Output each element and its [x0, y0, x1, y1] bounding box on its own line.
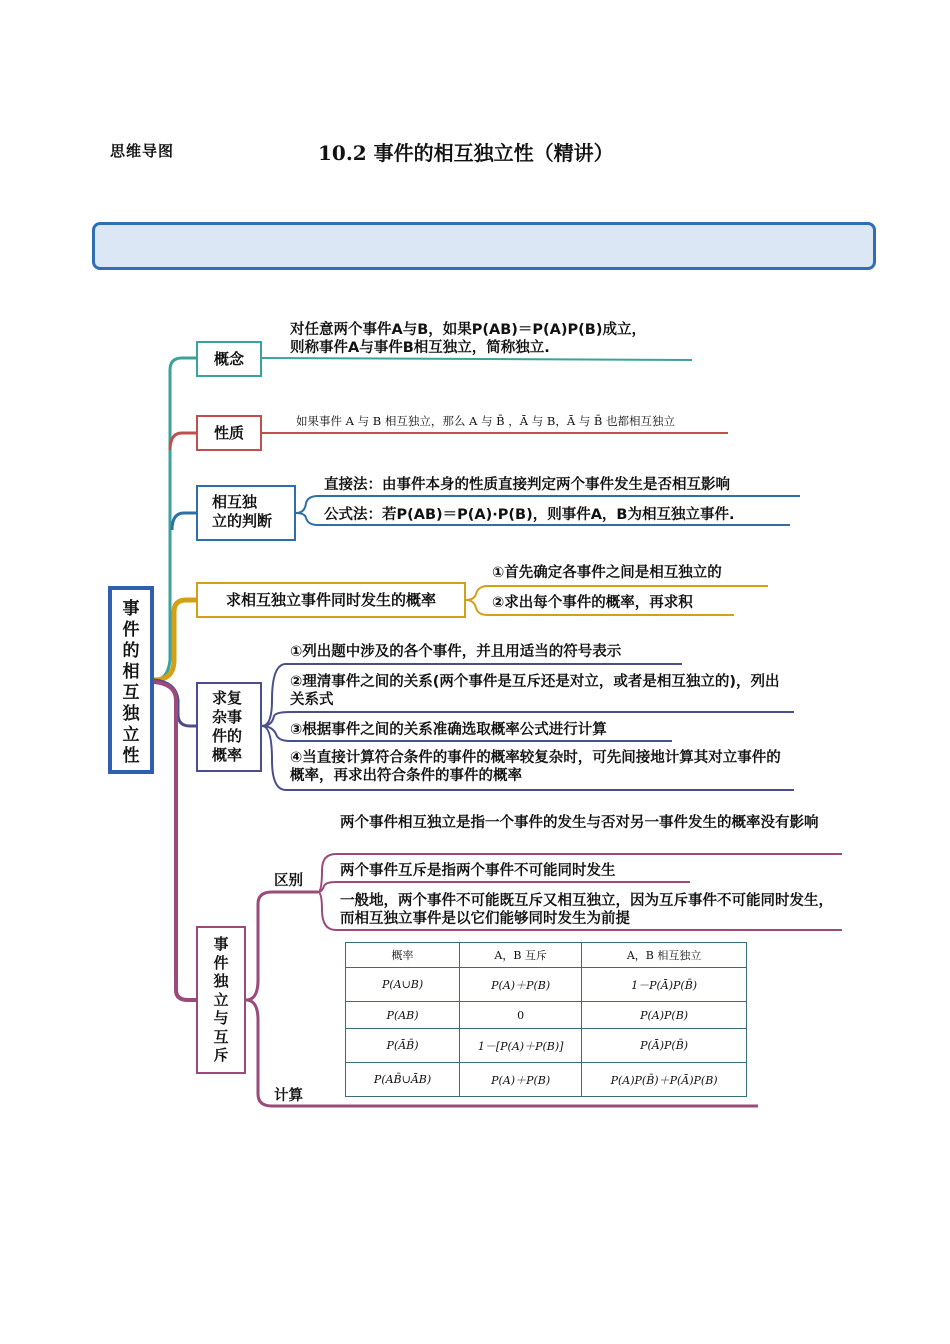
probability-table [345, 942, 747, 1097]
page-title: 10.2 事件的相互独立性（精讲） [318, 141, 614, 165]
node-concept-label: 概念 [213, 350, 244, 368]
node-vs-char: 与 [213, 1009, 229, 1027]
node-simultaneous [196, 582, 466, 618]
concept-text-1: 对任意两个事件A与B，如果P(AB)＝P(A)P(B)成立， [290, 322, 646, 338]
table-cell: P(A∪B) [346, 968, 460, 1002]
table-cell: P(A)＋P(B) [460, 1063, 582, 1097]
difference-2: 两个事件互斥是指两个事件不可能同时发生 [340, 863, 616, 879]
complex-step-1: ①列出题中涉及的各个事件，并且用适当的符号表示 [290, 644, 622, 660]
judge-direct: 直接法：由事件本身的性质直接判定两个事件发生是否相互影响 [324, 477, 730, 493]
difference-1: 两个事件相互独立是指一个事件的发生与否对另一事件发生的概率没有影响 [340, 815, 819, 831]
judge-formula: 公式法：若P(AB)＝P(A)·P(B)，则事件A，B为相互独立事件. [324, 507, 735, 523]
table-cell: P(AB) [346, 1002, 460, 1029]
simul-step-2: ②求出每个事件的概率，再求积 [492, 595, 693, 611]
calc-label: 计算 [274, 1088, 303, 1104]
node-judge-label-1: 相互独 [212, 493, 258, 511]
node-judge [196, 485, 296, 541]
table-cell: P(Ā)P(B̄) [582, 1029, 747, 1063]
simul-step-1: ①首先确定各事件之间是相互独立的 [492, 565, 722, 581]
node-concept [196, 341, 262, 377]
root-char: 互 [122, 683, 140, 703]
node-vs-char: 事 [213, 935, 229, 953]
table-row [346, 968, 747, 1002]
complex-step-2: ②理清事件之间的关系(两个事件是互斥还是对立，或者是相互独立的)，列出关系式 [290, 674, 780, 708]
table-cell: P(A)P(B̄)＋P(Ā)P(B) [582, 1063, 747, 1097]
concept-text-2: 则称事件A与事件B相互独立，简称独立. [290, 340, 550, 356]
table-cell: 1－[P(A)＋P(B)] [460, 1029, 582, 1063]
complex-step-4: ④当直接计算符合条件的事件的概率较复杂时，可先间接地计算其对立事件的概率，再求出符合条件的事件的概率 [290, 750, 781, 784]
table-cell: P(AB̄∪ĀB) [346, 1063, 460, 1097]
difference-3: 一般地，两个事件不可能既互斥又相互独立，因为互斥事件不可能同时发生，而相互独立事件是以它们能够同时发生为前提 [340, 893, 833, 927]
node-complex-label: 求复 [212, 689, 243, 707]
node-complex [196, 682, 262, 772]
property-text: 如果事件 A 与 B 相互独立，那么 A 与 B̄ ，Ā 与 B，Ā 与 B̄ 也都相互独立 [296, 414, 676, 428]
node-simultaneous-label: 求相互独立事件同时发生的概率 [225, 591, 436, 609]
root-char: 性 [122, 746, 140, 766]
node-complex-label: 概率 [212, 746, 243, 764]
root-char: 事 [122, 599, 140, 619]
table-header-row [346, 943, 747, 968]
root-char: 的 [122, 641, 140, 661]
node-vs-char: 互 [213, 1027, 229, 1046]
mindmap-label: 思维导图 [110, 142, 175, 160]
table-cell: P(A)P(B) [582, 1002, 747, 1029]
table-header-cell: A，B 互斥 [460, 943, 582, 968]
table-cell: 1－P(Ā)P(B̄) [582, 968, 747, 1002]
table-cell: 0 [460, 1002, 582, 1029]
node-judge-label-2: 立的判断 [212, 512, 273, 530]
root-node [108, 586, 154, 774]
node-vs-char: 斥 [213, 1046, 229, 1064]
difference-label: 区别 [274, 873, 303, 889]
table-row [346, 1002, 747, 1029]
complex-step-3: ③根据事件之间的关系准确选取概率公式进行计算 [290, 722, 607, 738]
node-independent-vs-exclusive [196, 926, 246, 1074]
root-char: 相 [122, 662, 140, 682]
root-char: 件 [122, 620, 140, 640]
node-vs-char: 独 [213, 972, 229, 990]
root-char: 立 [122, 725, 140, 745]
node-vs-char: 件 [213, 953, 229, 972]
node-vs-char: 立 [213, 990, 229, 1009]
table-row [346, 1063, 747, 1097]
node-property-label: 性质 [213, 424, 244, 442]
root-char: 独 [122, 704, 140, 724]
table-cell: P(ĀB̄) [346, 1029, 460, 1063]
node-complex-label: 杂事 [212, 708, 243, 726]
table-row [346, 1029, 747, 1063]
table-header-cell: 概率 [346, 943, 460, 968]
table-header-cell: A，B 相互独立 [582, 943, 747, 968]
node-complex-label: 件的 [212, 727, 243, 745]
node-property [196, 415, 262, 451]
table-cell: P(A)＋P(B) [460, 968, 582, 1002]
